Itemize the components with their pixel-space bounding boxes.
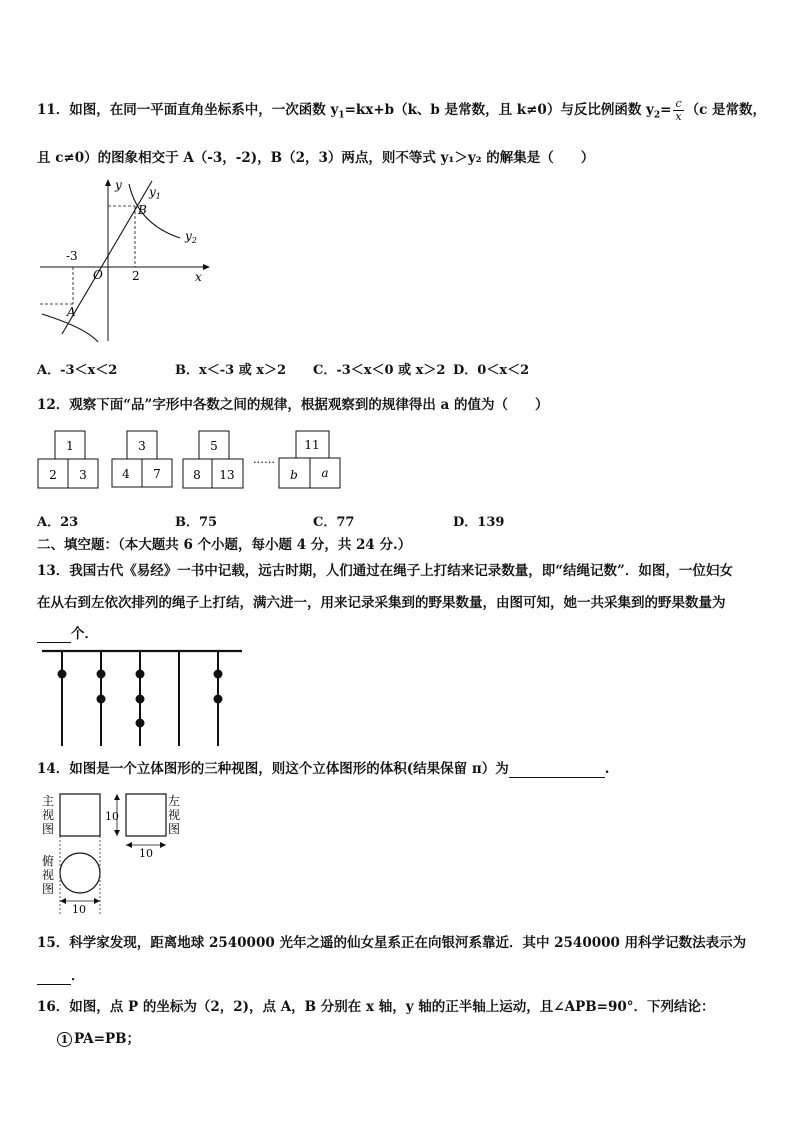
knot: [136, 719, 145, 728]
q16-stem: 16．如图，点 P 的坐标为（2，2)，点 A，B 分别在 x 轴，y 轴的正半轴上运动，且∠APB=90°．下列结论：: [37, 999, 715, 1015]
fig1-top: 1: [66, 439, 74, 453]
height-dim-arrow-bottom: [114, 830, 120, 836]
left-view-c1: 左: [168, 794, 181, 808]
pos2-label: 2: [132, 269, 140, 283]
fig3-right: 13: [219, 468, 235, 482]
fig2-right: 7: [153, 467, 161, 481]
height-dim-arrow-top: [114, 794, 120, 800]
main-view-c1: 主: [42, 794, 55, 808]
left-width-arrow-l: [126, 842, 132, 848]
q12-figures: [36, 429, 346, 491]
q11-option-c: C．-3＜x＜0 或 x＞2: [313, 363, 446, 378]
y-axis-label: y: [115, 178, 122, 192]
knot: [214, 670, 223, 679]
fig1-left: 2: [49, 468, 57, 482]
y-axis-arrow: [105, 179, 111, 186]
q15-line1: 15．科学家发现，距离地球 2540000 光年之遥的仙女星系正在向银河系靠近．其中 2540000 用科学记数法表示为: [37, 935, 747, 951]
section-heading: 二、填空题：（本大题共 6 个小题，每小题 4 分，共 24 分.）: [37, 537, 412, 553]
top-width-label: 10: [72, 903, 86, 916]
q16-item1-text: PA=PB；: [74, 1031, 141, 1047]
q12-option-a: A．23: [37, 515, 79, 530]
top-view-c3: 图: [42, 882, 55, 896]
y2-label-sub: 2: [191, 236, 197, 245]
q12-option-b: B．75: [175, 515, 218, 530]
q14-three-views: [40, 791, 190, 917]
knot: [97, 670, 106, 679]
main-view-c2: 视: [42, 808, 55, 822]
left-width-label: 10: [139, 847, 153, 860]
q12-option-d: D．139: [453, 515, 505, 530]
q13-line1: 13．我国古代《易经》一书中记载，远古时期，人们通过在绳子上打结来记录数量，即“结绳记数”．如图，一位妇女: [37, 563, 733, 579]
left-width-arrow-r: [160, 842, 166, 848]
q13-line3: [37, 625, 98, 643]
origin-label: O: [93, 268, 103, 282]
fig3-left: 8: [193, 468, 201, 482]
q14-line: 14．如图是一个立体图形的三种视图，则这个立体图形的体积(结果保留 π）为 .: [37, 761, 610, 777]
knot: [97, 695, 106, 704]
knot: [214, 695, 223, 704]
fig4-left: b: [290, 468, 298, 482]
y2-label: [184, 229, 197, 245]
top-width-arrow-l: [60, 898, 66, 904]
fig2-top: 3: [138, 439, 146, 453]
knot: [136, 670, 145, 679]
q11-text-d: （c 是常数，: [685, 102, 767, 118]
left-view-c2: 视: [168, 808, 181, 822]
x-axis-label: x: [195, 270, 202, 284]
height-dim-label: 10: [105, 810, 119, 823]
q14-stem: 14．如图是一个立体图形的三种视图，则这个立体图形的体积(结果保留 π）为: [37, 761, 509, 777]
q11-fraction: [673, 98, 683, 123]
q11-sub2: 2: [653, 110, 661, 121]
y1-label-y: y: [149, 185, 156, 199]
top-width-arrow-r: [94, 898, 100, 904]
left-view-square: [126, 794, 166, 836]
top-view-c1: 俯: [42, 854, 55, 868]
q14-answer-blank: [509, 762, 605, 778]
fig4-right: a: [321, 466, 329, 480]
q15-answer-blank: [37, 969, 71, 985]
q11-sub1: 1: [338, 110, 345, 121]
main-view-square: [60, 794, 100, 836]
q12-option-c: C．77: [313, 515, 355, 530]
fig4-top: 11: [304, 438, 320, 452]
q11-text-c: =: [660, 102, 672, 118]
q11-line2: 且 c≠0）的图象相交于 A（-3，-2)，B（2，3）两点，则不等式 y₁＞y₂ 的解集是（ ）: [37, 150, 595, 166]
q16-item1: [57, 1030, 140, 1048]
y1-label: [148, 185, 161, 201]
q11-option-d: D．0＜x＜2: [453, 363, 530, 378]
q15-line2: [37, 967, 85, 985]
q11-option-a: A．-3＜x＜2: [37, 363, 118, 378]
top-view-c2: 视: [42, 868, 55, 882]
top-view-circle: [60, 853, 100, 893]
q13-knot-figure: [38, 646, 248, 750]
fig2-left: 4: [122, 467, 130, 481]
q13-line3-end: 个．: [71, 626, 98, 642]
q11-text-a: 11．如图，在同一平面直角坐标系中，一次函数 y: [37, 102, 339, 118]
q16-item1-number: 1: [57, 1032, 72, 1047]
knot: [58, 670, 67, 679]
q11-text-b: =kx+b（k、b 是常数，且 k≠0）与反比例函数 y: [344, 102, 654, 118]
q11-frac-den: x: [675, 110, 682, 123]
q12-stem: 12．观察下面“品”字形中各数之间的规律，根据观察到的规律得出 a 的值为（ ）: [37, 397, 549, 413]
q11-option-b: B．x＜-3 或 x＞2: [175, 363, 287, 378]
q11-graph: [38, 176, 213, 346]
q13-answer-blank: [37, 627, 71, 643]
neg3-label: -3: [66, 249, 78, 263]
left-view-c3: 图: [168, 822, 181, 836]
fig1-right: 3: [79, 468, 87, 482]
q11-frac-num: c: [675, 97, 682, 110]
point-a-label: A: [67, 305, 76, 319]
y2-label-y: y: [185, 229, 192, 243]
q13-line2: 在从右到左依次排列的绳子上打结，满六进一，用来记录采集到的野果数量，由图可知，她一共采集到的野果数量为: [37, 595, 726, 611]
knot: [136, 695, 145, 704]
x-axis-arrow: [203, 264, 210, 270]
ellipsis: ……: [253, 453, 275, 466]
point-b-label: B: [138, 203, 147, 217]
q15-line2-end: ．: [71, 968, 85, 984]
main-view-c3: 图: [42, 822, 55, 836]
y1-label-sub: 1: [155, 192, 161, 201]
fig3-top: 5: [210, 439, 218, 453]
q11-line1: [37, 98, 766, 125]
